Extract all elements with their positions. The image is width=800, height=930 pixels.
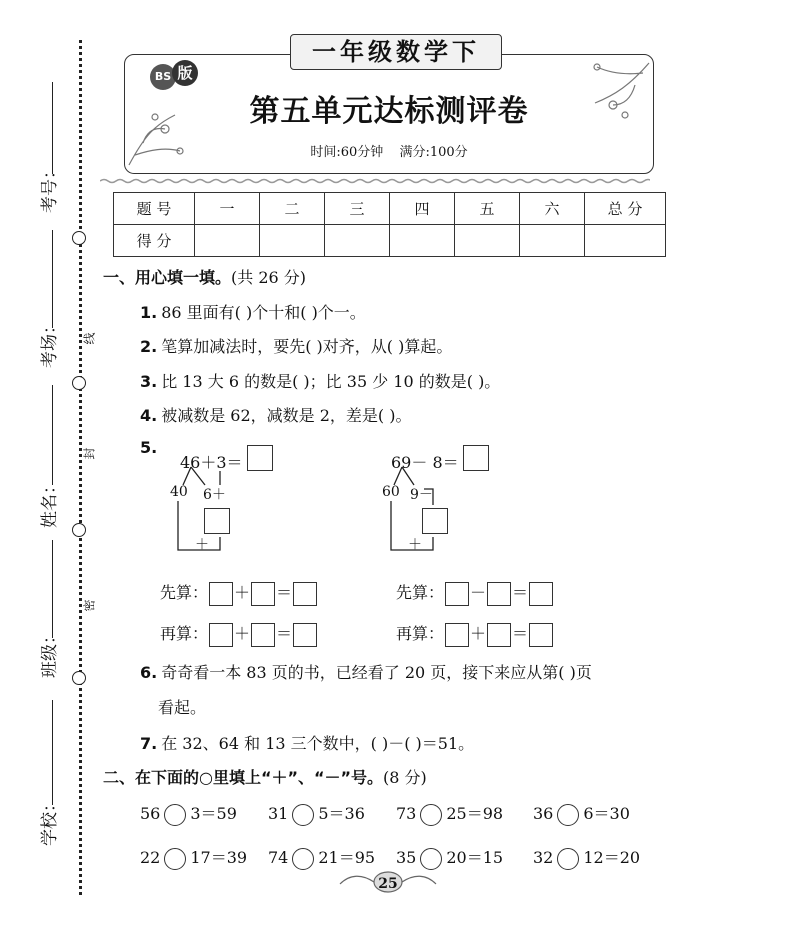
operand-b: 3＝59 — [190, 804, 237, 823]
op: ＋ — [234, 624, 251, 643]
section-points: (8 分) — [383, 768, 427, 787]
operand-b: 12＝20 — [583, 848, 641, 867]
table-cell: 五 — [455, 193, 520, 225]
question-number: 5. — [140, 438, 158, 457]
operand-a: 73 — [396, 804, 417, 823]
table-row — [114, 193, 666, 225]
binding-ring — [72, 523, 86, 537]
school-label: 学校： — [40, 795, 60, 846]
operand-a: 32 — [533, 848, 554, 867]
full-score: 满分:100分 — [399, 145, 468, 160]
question-4 — [140, 403, 412, 426]
page-title: 第五单元达标测评卷 — [249, 94, 529, 129]
question-number: 6. — [140, 663, 158, 682]
compare-item — [533, 845, 640, 870]
question-number: 2. — [140, 337, 158, 356]
section-1-heading — [103, 265, 306, 288]
then-compute-row — [396, 621, 554, 647]
answer-box[interactable] — [422, 508, 448, 534]
split-b: 6＋ — [203, 487, 226, 503]
score-table — [113, 192, 666, 257]
question-text: 奇奇看一本 83 页的书，已经看了 20 页，接下来应从第( )页 — [161, 663, 592, 682]
operand-b: 6＝30 — [583, 804, 630, 823]
eq: ＝ — [512, 624, 529, 643]
score-cell[interactable] — [390, 225, 455, 257]
table-cell: 六 — [520, 193, 585, 225]
operand-a: 74 — [268, 848, 289, 867]
operand-a: 35 — [396, 848, 417, 867]
question-number: 1. — [140, 303, 158, 322]
answer-box[interactable] — [445, 623, 469, 647]
school-line — [52, 700, 53, 805]
sign-circle[interactable] — [292, 804, 314, 826]
score-cell[interactable] — [585, 225, 666, 257]
then-compute-row — [160, 621, 318, 647]
answer-box[interactable] — [487, 623, 511, 647]
binding-ring — [72, 376, 86, 390]
sign-circle[interactable] — [557, 804, 579, 826]
score-row-header: 得 分 — [114, 225, 195, 257]
compare-item — [268, 845, 375, 870]
answer-box[interactable] — [209, 623, 233, 647]
op: － — [470, 583, 487, 602]
sign-circle[interactable] — [292, 848, 314, 870]
binding-ring — [72, 231, 86, 245]
exam-number-line — [52, 82, 53, 174]
eq: ＝ — [276, 624, 293, 643]
question-text: 比 13 大 6 的数是( )；比 35 少 10 的数是( )。 — [161, 372, 501, 391]
wavy-divider — [100, 178, 650, 184]
answer-box[interactable] — [251, 623, 275, 647]
first-label: 先算： — [396, 583, 445, 602]
then-label: 再算： — [396, 624, 445, 643]
first-label: 先算： — [160, 583, 209, 602]
name-label: 姓名： — [40, 477, 60, 528]
question-number: 3. — [140, 372, 158, 391]
cut-char-xian: 线 — [82, 332, 97, 345]
q5-left-expression: 46＋3＝ — [180, 453, 243, 472]
ban-badge-text: 版 — [172, 60, 198, 86]
operand-b: 25＝98 — [446, 804, 504, 823]
grade-banner: 一年级数学下 — [290, 34, 502, 70]
sign-circle[interactable] — [557, 848, 579, 870]
exam-number-label: 考号： — [40, 162, 60, 213]
table-cell: 总 分 — [585, 193, 666, 225]
operand-b: 17＝39 — [190, 848, 248, 867]
score-cell[interactable] — [520, 225, 585, 257]
question-text: 在 32、64 和 13 三个数中，( )－( )＝51。 — [161, 734, 475, 753]
name-line — [52, 385, 53, 485]
compare-item — [268, 801, 365, 826]
operand-a: 56 — [140, 804, 161, 823]
question-6-line2: 看起。 — [158, 698, 207, 717]
page-number: 25 — [378, 876, 398, 892]
then-label: 再算： — [160, 624, 209, 643]
question-6 — [140, 660, 592, 683]
question-7 — [140, 731, 474, 754]
op: ＋ — [470, 624, 487, 643]
compare-item — [140, 801, 237, 826]
sign-circle[interactable] — [420, 848, 442, 870]
binding-ring — [72, 671, 86, 685]
question-text: 被减数是 62，减数是 2，差是( )。 — [161, 406, 412, 425]
table-cell: 二 — [260, 193, 325, 225]
cut-dotted-line — [79, 40, 82, 895]
operand-a: 22 — [140, 848, 161, 867]
answer-box[interactable] — [293, 582, 317, 606]
question-5 — [140, 438, 161, 457]
answer-box[interactable] — [209, 582, 233, 606]
compare-item — [396, 801, 503, 826]
time-limit: 时间:60分钟 — [310, 145, 384, 160]
plus-sign: ＋ — [408, 537, 422, 553]
score-cell[interactable] — [325, 225, 390, 257]
class-line — [52, 540, 53, 638]
first-compute-row — [160, 580, 318, 606]
section-title: 一、用心填一填。 — [103, 268, 232, 287]
q5-right-expression: 69－ 8＝ — [391, 453, 459, 472]
answer-box[interactable] — [204, 508, 230, 534]
operand-b: 20＝15 — [446, 848, 504, 867]
answer-box[interactable] — [487, 582, 511, 606]
compare-item — [140, 845, 247, 870]
table-row — [114, 225, 666, 257]
score-cell[interactable] — [260, 225, 325, 257]
bs-badge-text: BS — [150, 64, 176, 90]
exam-room-line — [52, 230, 53, 328]
op: ＋ — [234, 583, 251, 602]
answer-box[interactable] — [251, 582, 275, 606]
exam-info — [124, 141, 654, 160]
question-number-header: 题 号 — [114, 193, 195, 225]
plus-sign: ＋ — [195, 537, 209, 553]
question-1 — [140, 300, 366, 323]
answer-box[interactable] — [247, 445, 273, 471]
section-points: (共 26 分) — [231, 268, 307, 287]
operand-a: 31 — [268, 804, 289, 823]
answer-box[interactable] — [445, 582, 469, 606]
score-cell[interactable] — [455, 225, 520, 257]
answer-box[interactable] — [463, 445, 489, 471]
score-cell[interactable] — [195, 225, 260, 257]
split-a: 40 — [170, 484, 188, 500]
operand-a: 36 — [533, 804, 554, 823]
answer-box[interactable] — [293, 623, 317, 647]
first-compute-row — [396, 580, 554, 606]
question-3 — [140, 369, 500, 392]
question-text: 86 里面有( )个十和( )个一。 — [161, 303, 366, 322]
split-b: 9－ — [410, 487, 433, 503]
page-number-ornament — [338, 870, 438, 894]
answer-box[interactable] — [529, 582, 553, 606]
class-label: 班级： — [40, 627, 60, 678]
exam-room-label: 考场： — [40, 317, 60, 368]
question-number: 4. — [140, 406, 158, 425]
operand-b: 5＝36 — [318, 804, 365, 823]
sign-circle[interactable] — [164, 848, 186, 870]
eq: ＝ — [276, 583, 293, 602]
section-2-heading — [103, 765, 427, 788]
table-cell: 四 — [390, 193, 455, 225]
question-number: 7. — [140, 734, 158, 753]
answer-box[interactable] — [529, 623, 553, 647]
split-a: 60 — [382, 484, 400, 500]
question-2 — [140, 334, 452, 357]
sign-circle[interactable] — [164, 804, 186, 826]
table-cell: 三 — [325, 193, 390, 225]
sign-circle[interactable] — [420, 804, 442, 826]
cut-char-mi: 密 — [82, 599, 97, 612]
table-cell: 一 — [195, 193, 260, 225]
cut-char-feng: 封 — [82, 447, 97, 460]
question-text: 笔算加减法时，要先( )对齐，从( )算起。 — [161, 337, 453, 356]
compare-item — [396, 845, 503, 870]
operand-b: 21＝95 — [318, 848, 376, 867]
section-title: 二、在下面的○里填上“＋”、“－”号。 — [103, 768, 384, 787]
compare-item — [533, 801, 630, 826]
eq: ＝ — [512, 583, 529, 602]
